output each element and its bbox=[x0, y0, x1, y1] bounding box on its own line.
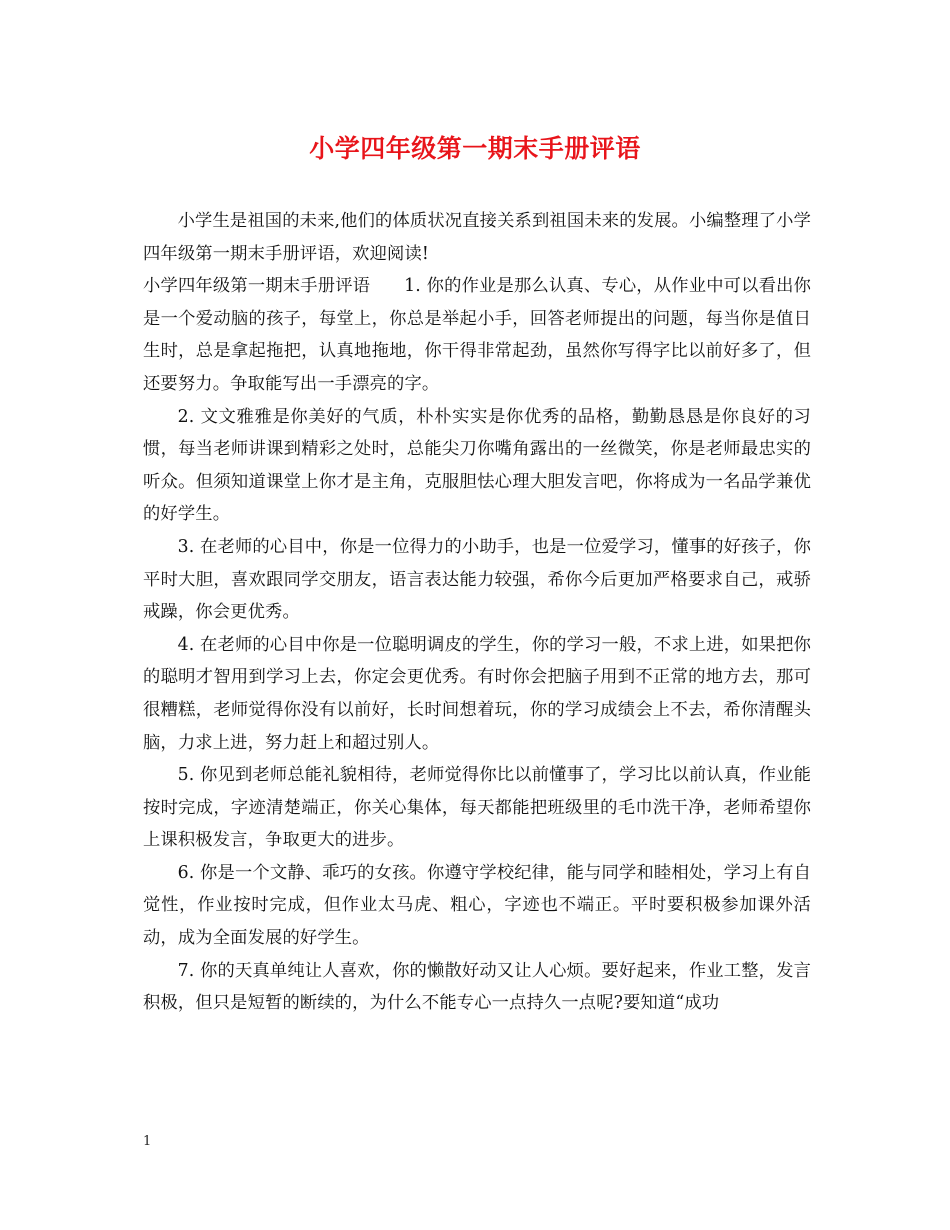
comment-5: 5. 你见到老师总能礼貌相待，老师觉得你比以前懂事了，学习比以前认真，作业能按时完成，字迹清楚端正，你关心集体，每天都能把班级里的毛巾洗干净，老师希望你上课积极发言，争取更大的进步。 bbox=[143, 765, 811, 851]
document-title: 小学四年级第一期末手册评语 bbox=[309, 134, 641, 163]
comment-6: 6. 你是一个文静、乖巧的女孩。你遵守学校纪律，能与同学和睦相处，学习上有自觉性，作业按时完成，但作业太马虎、粗心，字迹也不端正。平时要积极参加课外活动，成为全面发展的好学生。 bbox=[143, 862, 811, 949]
comment-2: 2. 文文雅雅是你美好的气质，朴朴实实是你优秀的品格，勤勤恳恳是你良好的习惯，每当老师讲课到精彩之处时，总能尖刀你嘴角露出的一丝微笑，你是老师最忠实的听众。但须知道课堂上你才是主角，克服胆怯心理大胆发言吧，你将成为一名品学兼优的好学生。 bbox=[143, 406, 811, 525]
comment-1: 1. 你的作业是那么认真、专心，从作业中可以看出你是一个爱动脑的孩子，每堂上，你总是举起小手，回答老师提出的问题，每当你是值日生时，总是拿起拖把，认真地拖地，你干得非常起劲，虽然你写得字比以前好多了，但还要努力。争取能写出一手漂亮的字。 bbox=[143, 276, 811, 394]
comment-4: 4. 在老师的心目中你是一位聪明调皮的学生，你的学习一般，不求上进，如果把你的聪明才智用到学习上去，你定会更优秀。有时你会把脑子用到不正常的地方去，那可很糟糕，老师觉得你没有以前好，长时间想着玩，你的学习成绩会上不去，希你清醒头脑，力求上进，努力赶上和超过别人。 bbox=[143, 634, 811, 753]
comment-3: 3. 在老师的心目中，你是一位得力的小助手，也是一位爱学习，懂事的好孩子，你平时大胆，喜欢跟同学交朋友，语言表达能力较强，希你今后更加严格要求自己，戒骄戒躁，你会更优秀。 bbox=[143, 536, 811, 623]
comment-7: 7. 你的天真单纯让人喜欢，你的懒散好动又让人心烦。要好起来，作业工整，发言积极，但只是短暂的断续的，为什么不能专心一点持久一点呢?要知道“成功 bbox=[143, 960, 811, 1014]
page-number: 1 bbox=[143, 1134, 152, 1149]
document-body bbox=[143, 205, 811, 1020]
first-comment-paragraph bbox=[143, 270, 811, 400]
intro-paragraph: 小学生是祖国的未来,他们的体质状况直接关系到祖国未来的发展。小编整理了小学四年级第一期末手册评语，欢迎阅读! bbox=[143, 211, 811, 264]
subheading: 小学四年级第一期末手册评语 bbox=[143, 276, 371, 297]
